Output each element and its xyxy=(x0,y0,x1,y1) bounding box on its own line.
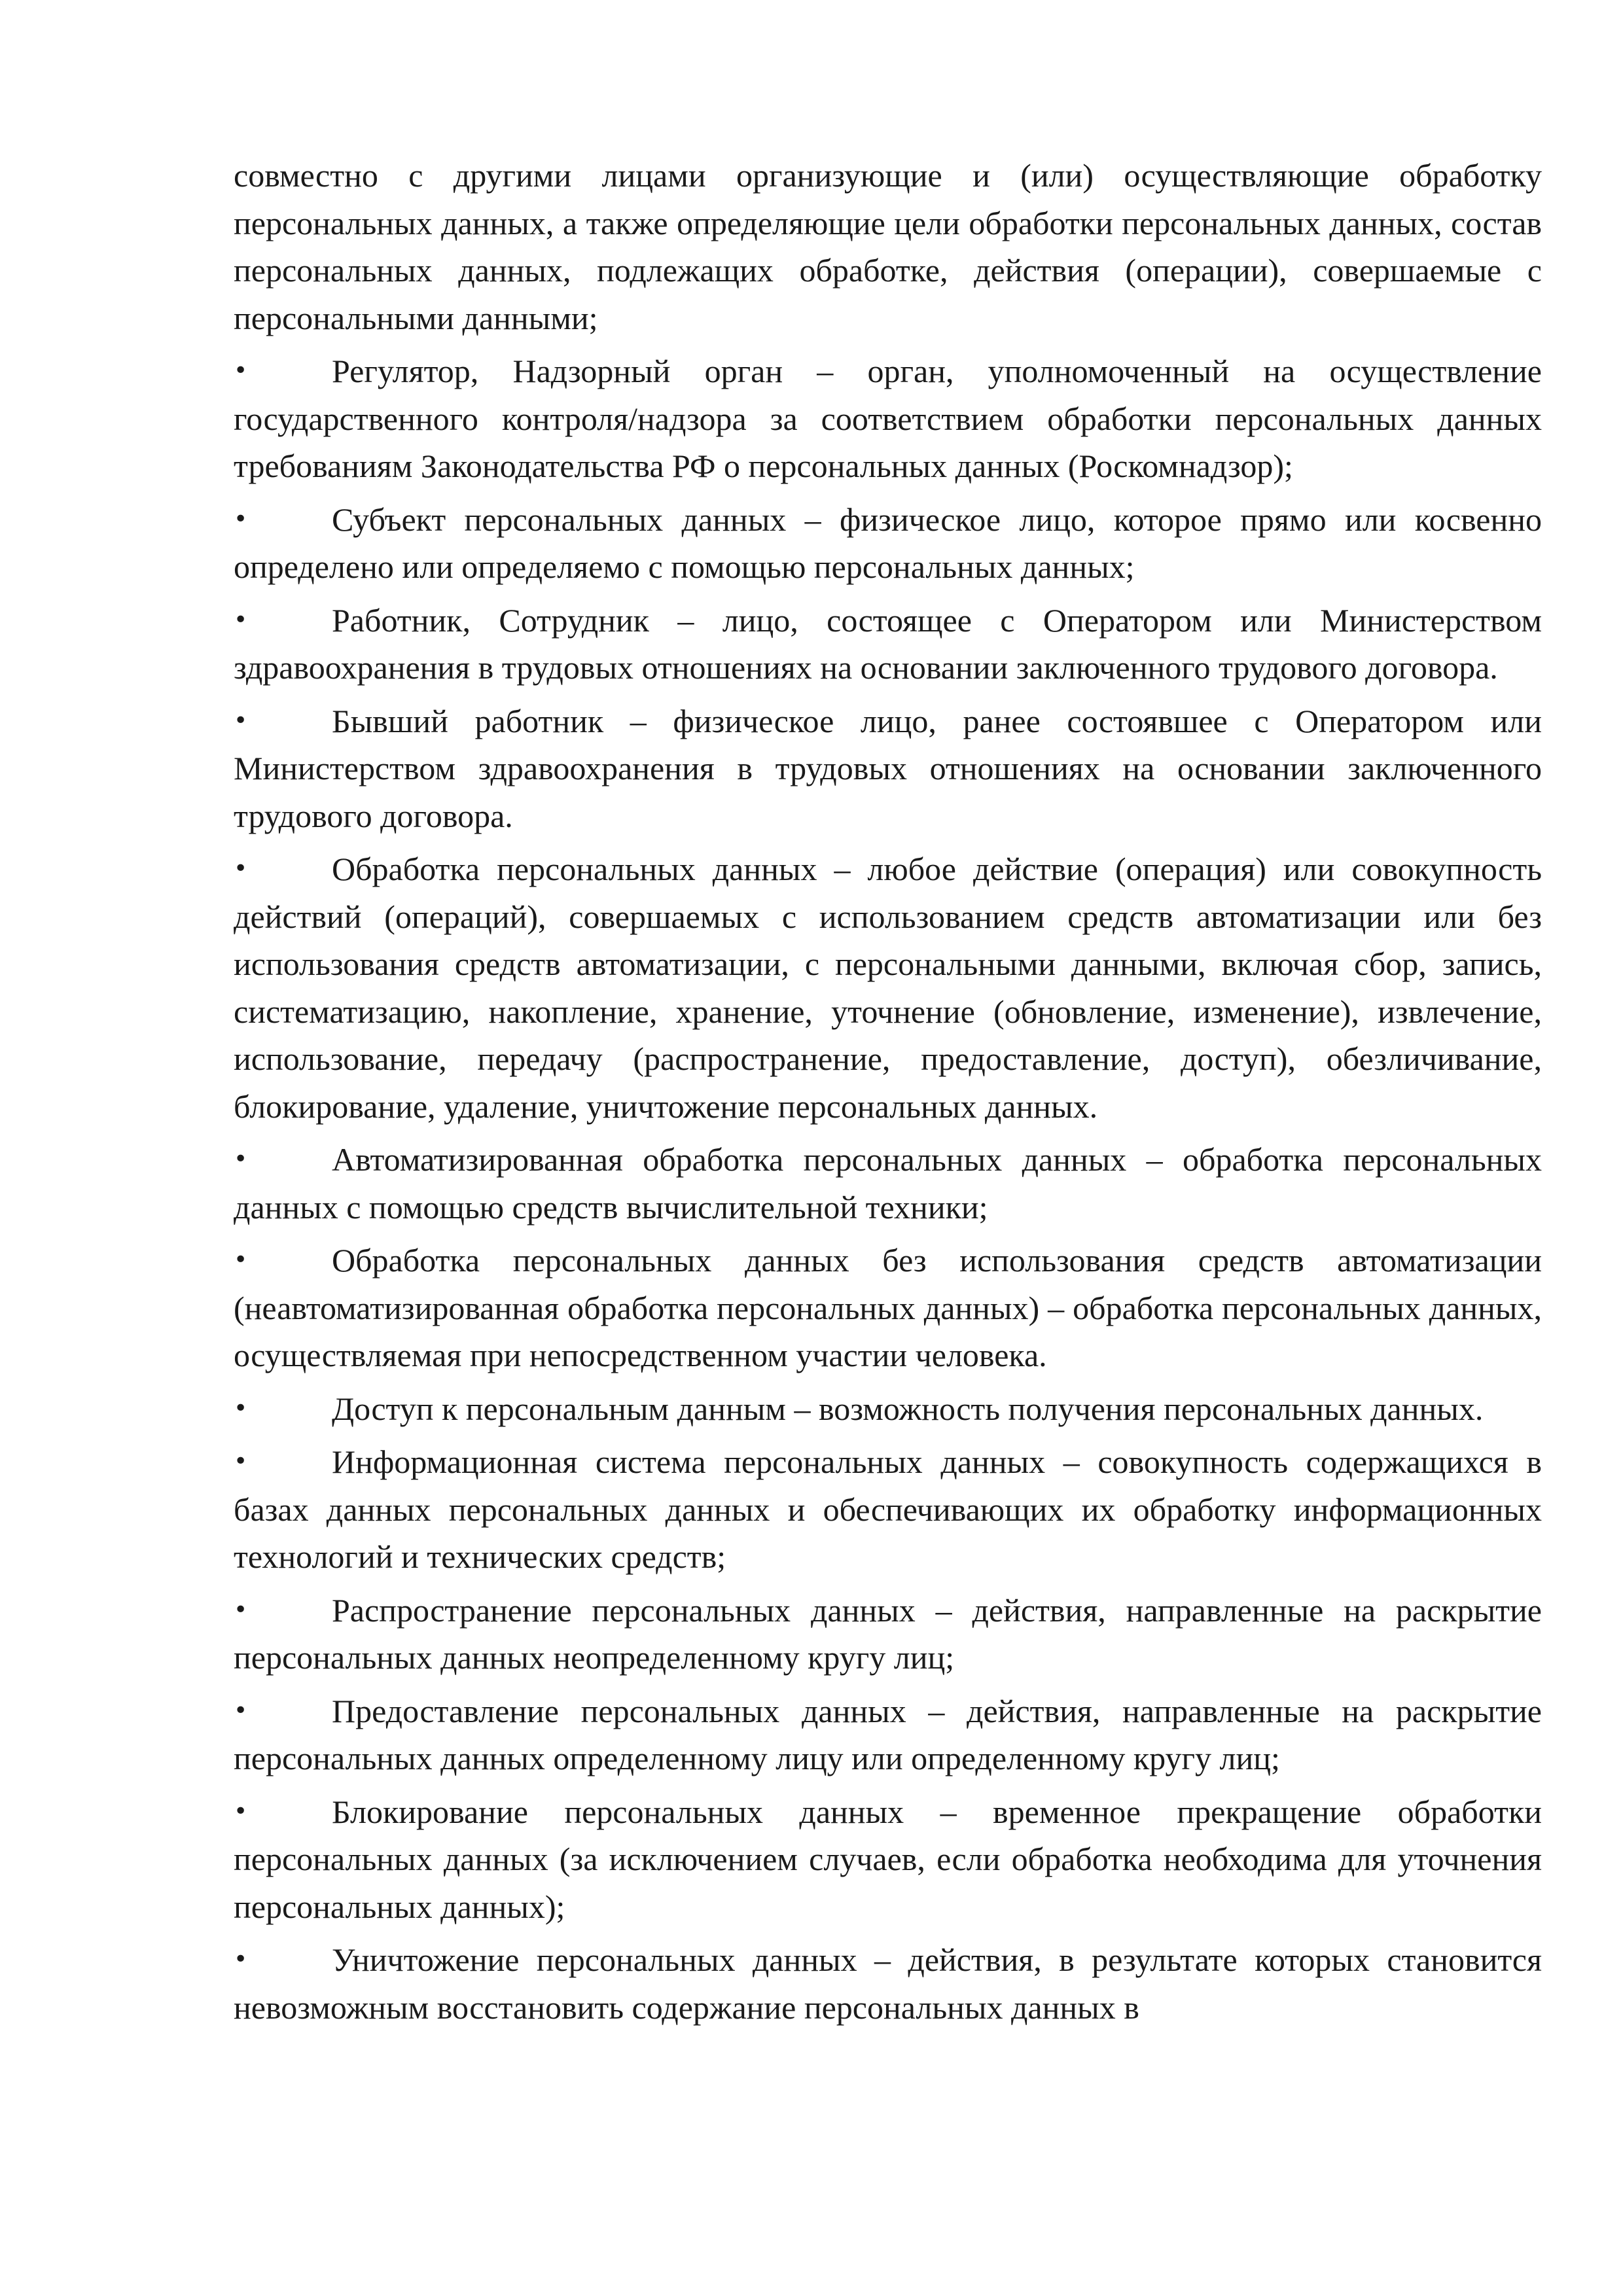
list-item-text: Уничтожение персональных данных – действия, в результате которых становится невозможным восстановить содержание персональных данных в xyxy=(234,1941,1542,2026)
bullet-icon: • xyxy=(234,855,248,882)
bullet-icon: • xyxy=(234,1596,248,1623)
list-item-text: Информационная система персональных данных – совокупность содержащихся в базах данных персональных данных и обеспечивающих их обработку информационных технологий и технических средств; xyxy=(234,1443,1542,1575)
list-item-text: Субъект персональных данных – физическое лицо, которое прямо или косвенно определено или определяемо с помощью персональных данных; xyxy=(234,501,1542,585)
bullet-icon: • xyxy=(234,1946,248,1973)
list-item-text: Автоматизированная обработка персональных данных – обработка персональных данных с помощью средств вычислительной техники; xyxy=(234,1141,1542,1226)
list-item-manual-processing xyxy=(234,1237,1542,1379)
bullet-icon: • xyxy=(234,1394,248,1422)
list-item-text: Предоставление персональных данных – действия, направленные на раскрытие персональных данных определенному лицу или определенному кругу лиц; xyxy=(234,1692,1542,1776)
list-item-text: Регулятор, Надзорный орган – орган, уполномоченный на осуществление государственного контроля/надзора за соответствием обработки персональных данных требованиям Законодательства РФ о персональных данных (Роскомнадзор); xyxy=(234,353,1542,484)
list-item-access xyxy=(234,1385,1542,1433)
list-item-blocking xyxy=(234,1788,1542,1931)
list-item-text: Обработка персональных данных – любое действие (операция) или совокупность действий (операций), совершаемых с использованием средств автоматизации или без использования средств автоматизации, с персональными данными, включая сбор, запись, систематизацию, накопление, хранение, уточнение (обновление, изменение), извлечение, использование, передачу (распространение, предоставление, доступ), обезличивание, блокирование, удаление, уничтожение персональных данных. xyxy=(234,851,1542,1125)
bullet-icon: • xyxy=(234,1246,248,1273)
list-item-text: Блокирование персональных данных – временное прекращение обработки персональных данных (за исключением случаев, если обработка необходима для уточнения персональных данных); xyxy=(234,1793,1542,1925)
bullet-icon: • xyxy=(234,1146,248,1173)
bullet-icon: • xyxy=(234,357,248,384)
bullet-icon: • xyxy=(234,1448,248,1475)
bullet-icon: • xyxy=(234,505,248,533)
list-item-text: Доступ к персональным данным – возможность получения персональных данных. xyxy=(332,1390,1484,1427)
list-item-automated-processing xyxy=(234,1136,1542,1231)
bullet-icon: • xyxy=(234,707,248,734)
list-item-dissemination xyxy=(234,1587,1542,1682)
list-item-processing xyxy=(234,845,1542,1130)
list-item-subject xyxy=(234,496,1542,591)
list-item-provision xyxy=(234,1687,1542,1782)
list-item-information-system xyxy=(234,1438,1542,1581)
list-item-text: Обработка персональных данных без использования средств автоматизации (неавтоматизированная обработка персональных данных) – обработка персональных данных, осуществляемая при непосредственном участии человека. xyxy=(234,1242,1542,1373)
list-item-text: Распространение персональных данных – действия, направленные на раскрытие персональных данных неопределенному кругу лиц; xyxy=(234,1591,1542,1676)
intro-paragraph: совместно с другими лицами организующие и (или) осуществляющие обработку персональных данных, а также определяющие цели обработки персональных данных, состав персональных данных, подлежащих обработке, действия (операции), совершаемые с персональными данными; xyxy=(234,157,1542,336)
bullet-icon: • xyxy=(234,1697,248,1724)
list-item-regulator xyxy=(234,347,1542,490)
list-item-destruction xyxy=(234,1936,1542,2031)
list-item-employee xyxy=(234,597,1542,692)
bullet-icon: • xyxy=(234,606,248,633)
list-item-former-employee xyxy=(234,698,1542,840)
bullet-icon: • xyxy=(234,1797,248,1825)
list-item-text: Бывший работник – физическое лицо, ранее состоявшее с Оператором или Министерством здравоохранения в трудовых отношениях на основании заключенного трудового договора. xyxy=(234,702,1542,834)
list-item-text: Работник, Сотрудник – лицо, состоящее с Оператором или Министерством здравоохранения в трудовых отношениях на основании заключенного трудового договора. xyxy=(234,601,1542,686)
document-page xyxy=(234,152,1542,2037)
